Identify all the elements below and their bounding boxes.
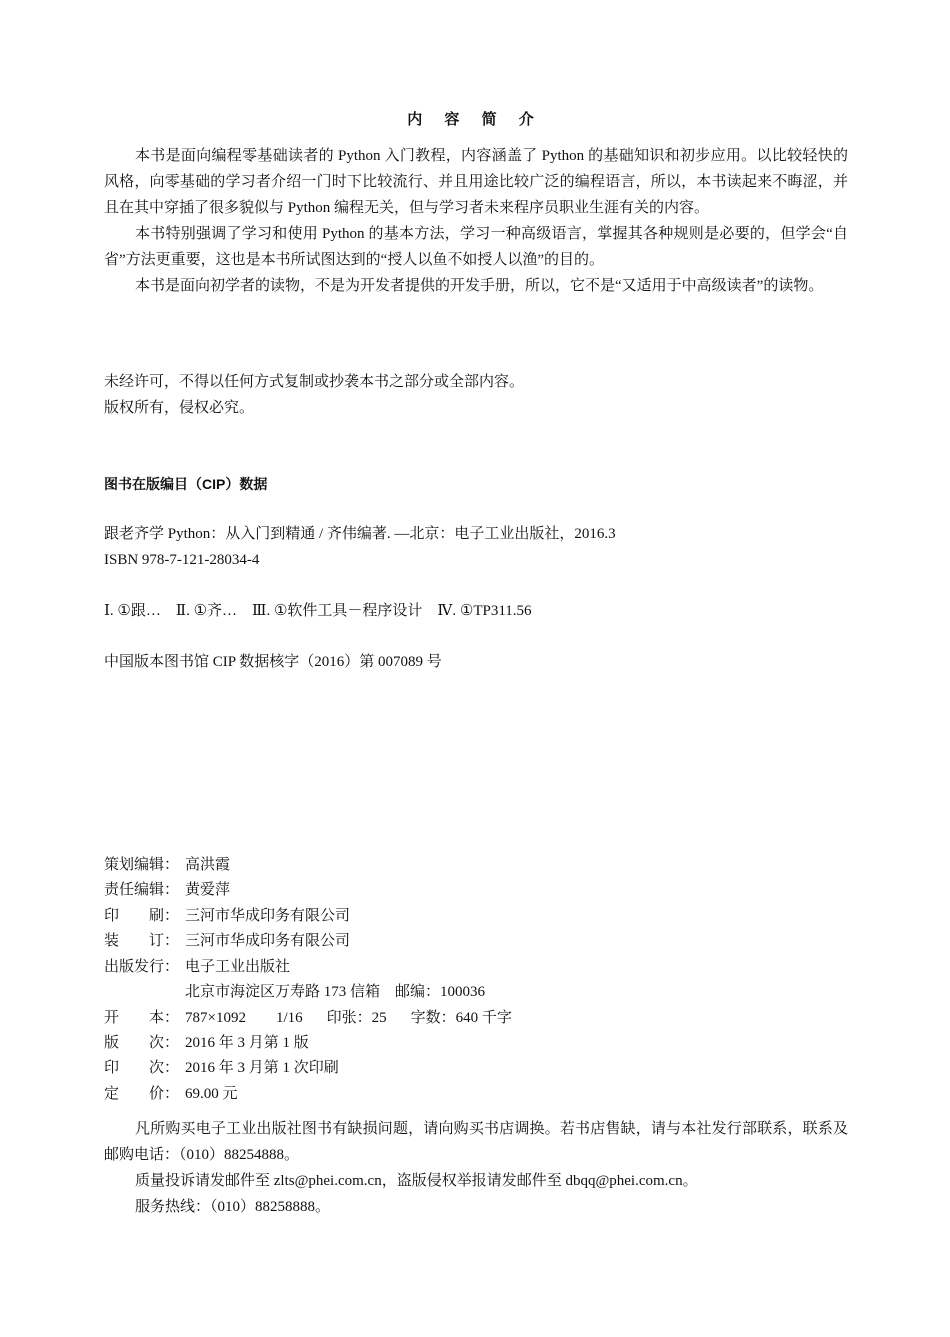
edition: 2016 年 3 月第 1 版 xyxy=(185,1035,309,1051)
editor-row xyxy=(104,877,230,903)
publisher-row xyxy=(104,954,290,980)
format-row xyxy=(104,1005,512,1031)
printing-row xyxy=(104,903,350,929)
copyright-notice: 未经许可，不得以任何方式复制或抄袭本书之部分或全部内容。 xyxy=(104,374,525,390)
intro-paragraph-1: 本书是面向编程零基础读者的 Python 入门教程，内容涵盖了 Python 的基础知识和初步应用。以比较轻快的风格，向零基础的学习者介绍一门时下比较流行、并且用途比较广泛的编程语言，所以，本书读起来不晦涩，并且在其中穿插了很多貌似与 Python 编程无关，但与学习者未来程序员职业生涯有关的内容。 xyxy=(104,148,848,216)
price-row xyxy=(104,1081,238,1107)
planning-editor: 高洪霞 xyxy=(185,857,231,873)
rights-reserved: 版权所有，侵权必究。 xyxy=(104,400,255,416)
printing: 三河市华成印务有限公司 xyxy=(185,908,351,924)
impression-row xyxy=(104,1055,339,1081)
format: 787×1092 1/16 xyxy=(185,1010,303,1026)
planning-editor-label: 策划编辑： xyxy=(104,857,180,873)
cip-core-number: 中国版本图书馆 CIP 数据核字（2016）第 007089 号 xyxy=(104,654,442,670)
edition-row xyxy=(104,1030,309,1056)
cip-subjects: Ⅰ. ①跟… Ⅱ. ①齐… Ⅲ. ①软件工具－程序设计 Ⅳ. ①TP311.56 xyxy=(104,603,532,619)
price: 69.00 元 xyxy=(185,1086,238,1102)
sheets: 印张：25 xyxy=(326,1010,387,1026)
word-count: 字数：640 千字 xyxy=(410,1010,512,1026)
publisher-label: 出版发行： xyxy=(104,959,180,975)
editor-label: 责任编辑： xyxy=(104,882,180,898)
editor: 黄爱萍 xyxy=(185,882,231,898)
cip-record: 跟老齐学 Python：从入门到精通 / 齐伟编著. —北京：电子工业出版社，2016.3 xyxy=(104,526,616,542)
notice-service-hotline: 服务热线：（010）88258888。 xyxy=(135,1199,331,1215)
impression-label: 印 次： xyxy=(104,1060,180,1076)
binding-label: 装 订： xyxy=(104,933,180,949)
binding-row xyxy=(104,928,350,954)
planning-editor-row xyxy=(104,852,230,878)
notice-return-policy: 凡所购买电子工业出版社图书有缺损问题，请向购买书店调换。若书店售缺，请与本社发行部联系，联系及邮购电话：（010）88254888。 xyxy=(104,1121,848,1163)
impression: 2016 年 3 月第 1 次印刷 xyxy=(185,1060,339,1076)
publisher: 电子工业出版社 xyxy=(185,959,291,975)
intro-paragraph-3: 本书是面向初学者的读物，不是为开发者提供的开发手册，所以，它不是“又适用于中高级读者”的读物。 xyxy=(135,278,824,294)
format-label: 开 本： xyxy=(104,1010,180,1026)
price-label: 定 价： xyxy=(104,1086,180,1102)
cip-isbn: ISBN 978-7-121-28034-4 xyxy=(104,552,260,568)
intro-paragraph-2: 本书特别强调了学习和使用 Python 的基本方法，学习一种高级语言，掌握其各种规则是必要的，但学会“自省”方法更重要，这也是本书所试图达到的“授人以鱼不如授人以渔”的目的。 xyxy=(104,226,848,268)
address-row xyxy=(104,979,485,1005)
cip-heading: 图书在版编目（CIP）数据 xyxy=(104,476,268,492)
publisher-address: 北京市海淀区万寿路 173 信箱 邮编：100036 xyxy=(185,984,486,1000)
printing-label: 印 刷： xyxy=(104,908,180,924)
notice-complaint-email: 质量投诉请发邮件至 zlts@phei.com.cn，盗版侵权举报请发邮件至 dbqq@phei.com.cn。 xyxy=(135,1173,698,1189)
intro-title: 内 容 简 介 xyxy=(407,111,543,128)
edition-label: 版 次： xyxy=(104,1035,180,1051)
binding: 三河市华成印务有限公司 xyxy=(185,933,351,949)
